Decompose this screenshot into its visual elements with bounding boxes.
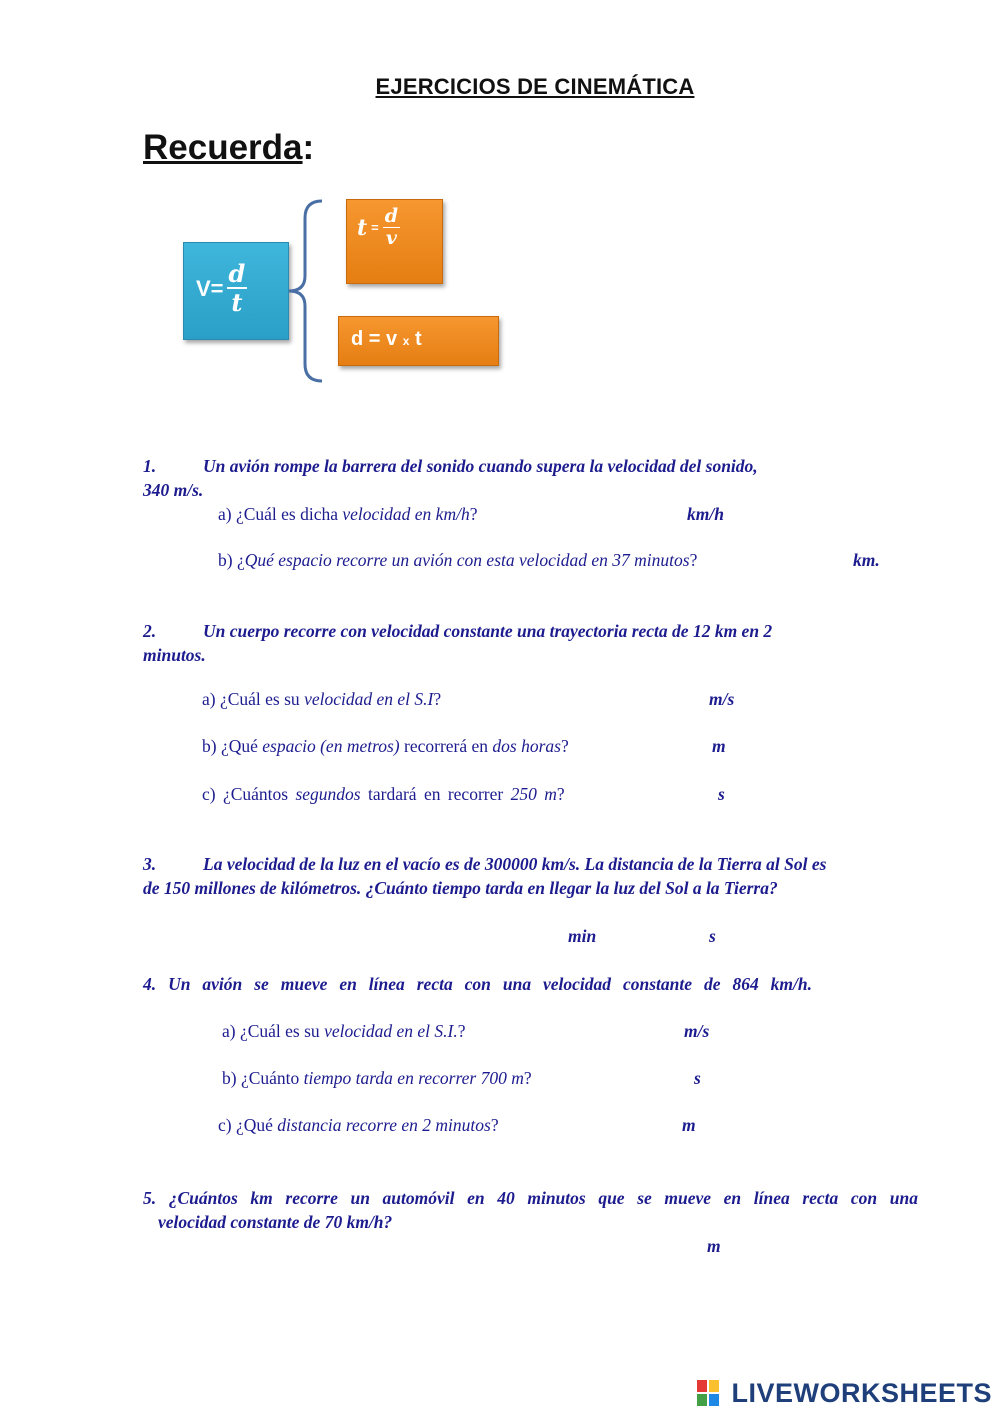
- q4-c-unit: m: [682, 1115, 696, 1135]
- q2-b-text: b) ¿Qué espacio (en metros) recorrerá en dos horas?: [202, 736, 569, 756]
- distance-formula-box: [338, 316, 499, 366]
- time-equals: =: [371, 220, 379, 236]
- liveworksheets-brand: LIVEWORKSHEETS: [731, 1378, 992, 1408]
- q4-b-unit: s: [694, 1068, 701, 1088]
- q3-number: 3.: [143, 854, 157, 874]
- q1-number: 1.: [143, 456, 157, 476]
- q2-text-line1: Un cuerpo recorre con velocidad constante una trayectoria recta de 12 km en 2: [203, 621, 773, 641]
- q1-b-text: b) ¿Qué espacio recorre un avión con esta velocidad en 37 minutos?: [218, 550, 698, 570]
- q3-text-line1: La velocidad de la luz en el vacío es de 300000 km/s. La distancia de la Tierra al Sol es: [203, 854, 827, 874]
- q2-a-text: a) ¿Cuál es su velocidad en el S.I?: [202, 689, 442, 709]
- q4-a-text: a) ¿Cuál es su velocidad en el S.I.?: [222, 1021, 466, 1041]
- distance-formula-right: t: [414, 328, 422, 350]
- velocity-label: V=: [196, 275, 224, 301]
- distance-formula-left: d = v: [351, 328, 398, 350]
- time-formula-box: [346, 199, 443, 284]
- q2-text-line2: minutos.: [143, 645, 206, 665]
- velocity-numerator: d: [228, 259, 246, 288]
- recuerda-heading: [143, 128, 314, 168]
- distance-formula-times: x: [402, 334, 410, 348]
- q1-a-unit: km/h: [687, 504, 724, 524]
- time-numerator: d: [384, 205, 399, 227]
- q5-unit: m: [707, 1236, 721, 1256]
- q3-unit-s: s: [709, 926, 716, 946]
- q2-c-text: c) ¿Cuántos segundos tardará en recorrer 250 m?: [202, 784, 565, 804]
- q1-text-line2: 340 m/s.: [143, 480, 204, 500]
- q2-b-unit: m: [712, 736, 726, 756]
- q5-text-line1: 5. ¿Cuántos km recorre un automóvil en 40 minutos que se mueve en línea recta con una: [143, 1188, 918, 1208]
- recuerda-word: Recuerda: [143, 128, 303, 167]
- q4-text-line1: 4. Un avión se mueve en línea recta con una velocidad constante de 864 km/h.: [143, 974, 812, 994]
- time-label: t: [357, 214, 368, 241]
- liveworksheets-logo-icon: [697, 1380, 719, 1406]
- q4-b-text: b) ¿Cuánto tiempo tarda en recorrer 700 m?: [222, 1068, 532, 1088]
- q4-a-unit: m/s: [684, 1021, 710, 1041]
- q3-unit-min: min: [568, 926, 597, 946]
- q3-text-line2: de 150 millones de kilómetros. ¿Cuánto tiempo tarda en llegar la luz del Sol a la Tierra?: [143, 878, 778, 898]
- page-title: EJERCICIOS DE CINEMÁTICA: [375, 74, 695, 99]
- q2-number: 2.: [143, 621, 157, 641]
- q1-a-text: a) ¿Cuál es dicha velocidad en km/h?: [218, 504, 478, 524]
- formula-brace: [285, 198, 325, 384]
- q2-a-unit: m/s: [709, 689, 735, 709]
- q4-c-text: c) ¿Qué distancia recorre en 2 minutos?: [218, 1115, 499, 1135]
- recuerda-colon: :: [302, 128, 315, 167]
- q2-c-unit: s: [718, 784, 725, 804]
- velocity-denominator: t: [231, 288, 243, 318]
- q5-text-line2: velocidad constante de 70 km/h?: [158, 1212, 393, 1232]
- velocity-formula-box: [183, 242, 289, 340]
- q1-text-line1: Un avión rompe la barrera del sonido cuando supera la velocidad del sonido,: [203, 456, 758, 476]
- q1-b-unit: km.: [853, 550, 880, 570]
- time-denominator: v: [385, 226, 397, 249]
